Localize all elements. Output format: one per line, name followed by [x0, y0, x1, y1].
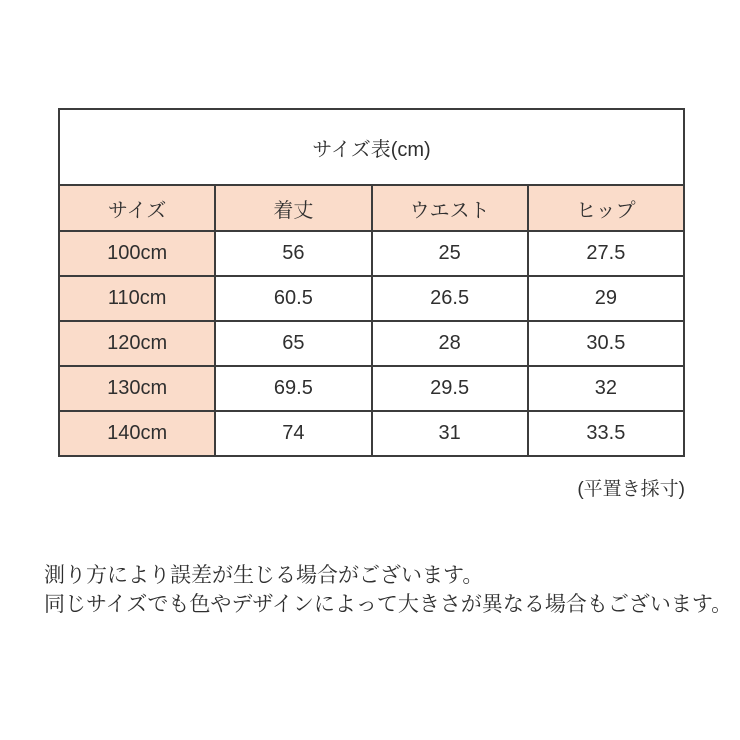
column-header-size: サイズ: [59, 185, 215, 231]
flat-measurement-note: (平置き採寸): [577, 479, 685, 500]
cell-hip: 27.5: [528, 231, 684, 276]
cell-length: 60.5: [215, 276, 371, 321]
row-header-size: 140cm: [59, 411, 215, 456]
column-header-hip: ヒップ: [528, 185, 684, 231]
cell-waist: 31: [372, 411, 528, 456]
cell-waist: 26.5: [372, 276, 528, 321]
table-header-row: [59, 185, 684, 231]
table-title: サイズ表(cm): [59, 109, 684, 185]
disclaimer-line-1: 測り方により誤差が生じる場合がございます。: [44, 564, 484, 587]
table-title-row: [59, 109, 684, 185]
cell-length: 69.5: [215, 366, 371, 411]
table-row: [59, 276, 684, 321]
cell-waist: 29.5: [372, 366, 528, 411]
row-header-size: 100cm: [59, 231, 215, 276]
row-header-size: 110cm: [59, 276, 215, 321]
cell-hip: 32: [528, 366, 684, 411]
cell-hip: 30.5: [528, 321, 684, 366]
table-row: [59, 231, 684, 276]
row-header-size: 120cm: [59, 321, 215, 366]
cell-length: 56: [215, 231, 371, 276]
cell-hip: 29: [528, 276, 684, 321]
size-chart-table: [58, 108, 685, 457]
cell-hip: 33.5: [528, 411, 684, 456]
column-header-length: 着丈: [215, 185, 371, 231]
cell-waist: 25: [372, 231, 528, 276]
disclaimer-line-2: 同じサイズでも色やデザインによって大きさが異なる場合もございます。: [44, 593, 733, 616]
row-header-size: 130cm: [59, 366, 215, 411]
cell-length: 74: [215, 411, 371, 456]
disclaimer-text: [44, 561, 732, 619]
column-header-waist: ウエスト: [372, 185, 528, 231]
table-row: [59, 411, 684, 456]
table-row: [59, 366, 684, 411]
cell-length: 65: [215, 321, 371, 366]
cell-waist: 28: [372, 321, 528, 366]
table-row: [59, 321, 684, 366]
